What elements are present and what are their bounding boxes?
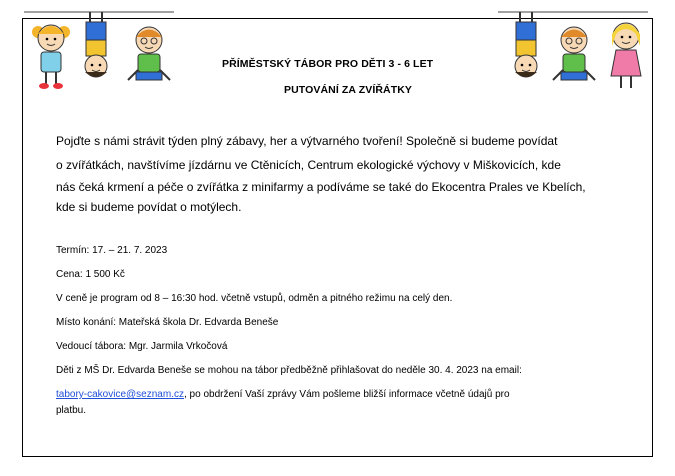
registration-info: Děti z MŠ Dr. Edvarda Beneše se mohou na tábor předběžně přihlašovat do neděle 30. 4. 2023 na email: (56, 365, 522, 376)
intro-line: o zvířátkách, navštívíme jízdárnu ve Ctěnicích, Centrum ekologické výchovy v Miškovicích, kde (56, 158, 561, 172)
camp-price: Cena: 1 500 Kč (56, 269, 125, 280)
sitting-boy-figure (128, 27, 170, 80)
program-info: V ceně je program od 8 – 16:30 hod. včetně vstupů, odměn a pitného režimu na celý den. (56, 293, 453, 304)
intro-line: kde si budeme povídat o motýlech. (56, 200, 242, 214)
kids-illustration-right (498, 10, 648, 94)
camp-title: PŘÍMĚSTSKÝ TÁBOR PRO DĚTI 3 - 6 LET (222, 58, 434, 70)
girl-figure (611, 23, 641, 88)
intro-line: nás čeká krmení a péče o zvířátka z minifarmy a podíváme se také do Ekocentra Prales ve Kbelích, (56, 180, 586, 194)
payment-line: platbu. (56, 405, 87, 416)
camp-leader: Vedoucí tábora: Mgr. Jarmila Vrkočová (56, 341, 228, 352)
email-line-text: , po obdržení Vaší zprávy Vám pošleme bližší informace včetně údajů pro (183, 389, 510, 400)
hanging-boy-figure (515, 12, 537, 77)
camp-place: Místo konání: Mateřská škola Dr. Edvarda Beneše (56, 317, 279, 328)
hanging-boy-figure (85, 12, 107, 77)
camp-term: Termín: 17. – 21. 7. 2023 (56, 245, 168, 256)
email-line (56, 389, 510, 400)
email-link[interactable]: tabory-cakovice@seznam.cz (56, 389, 184, 400)
girl-figure (32, 25, 70, 89)
kids-illustration-left (24, 10, 174, 94)
intro-line: Pojďte s námi strávit týden plný zábavy, her a výtvarného tvoření! Společně si budeme povídat (56, 134, 558, 148)
camp-subtitle: PUTOVÁNÍ ZA ZVÍŘÁTKY (284, 84, 413, 96)
sitting-boy-figure (553, 27, 595, 80)
